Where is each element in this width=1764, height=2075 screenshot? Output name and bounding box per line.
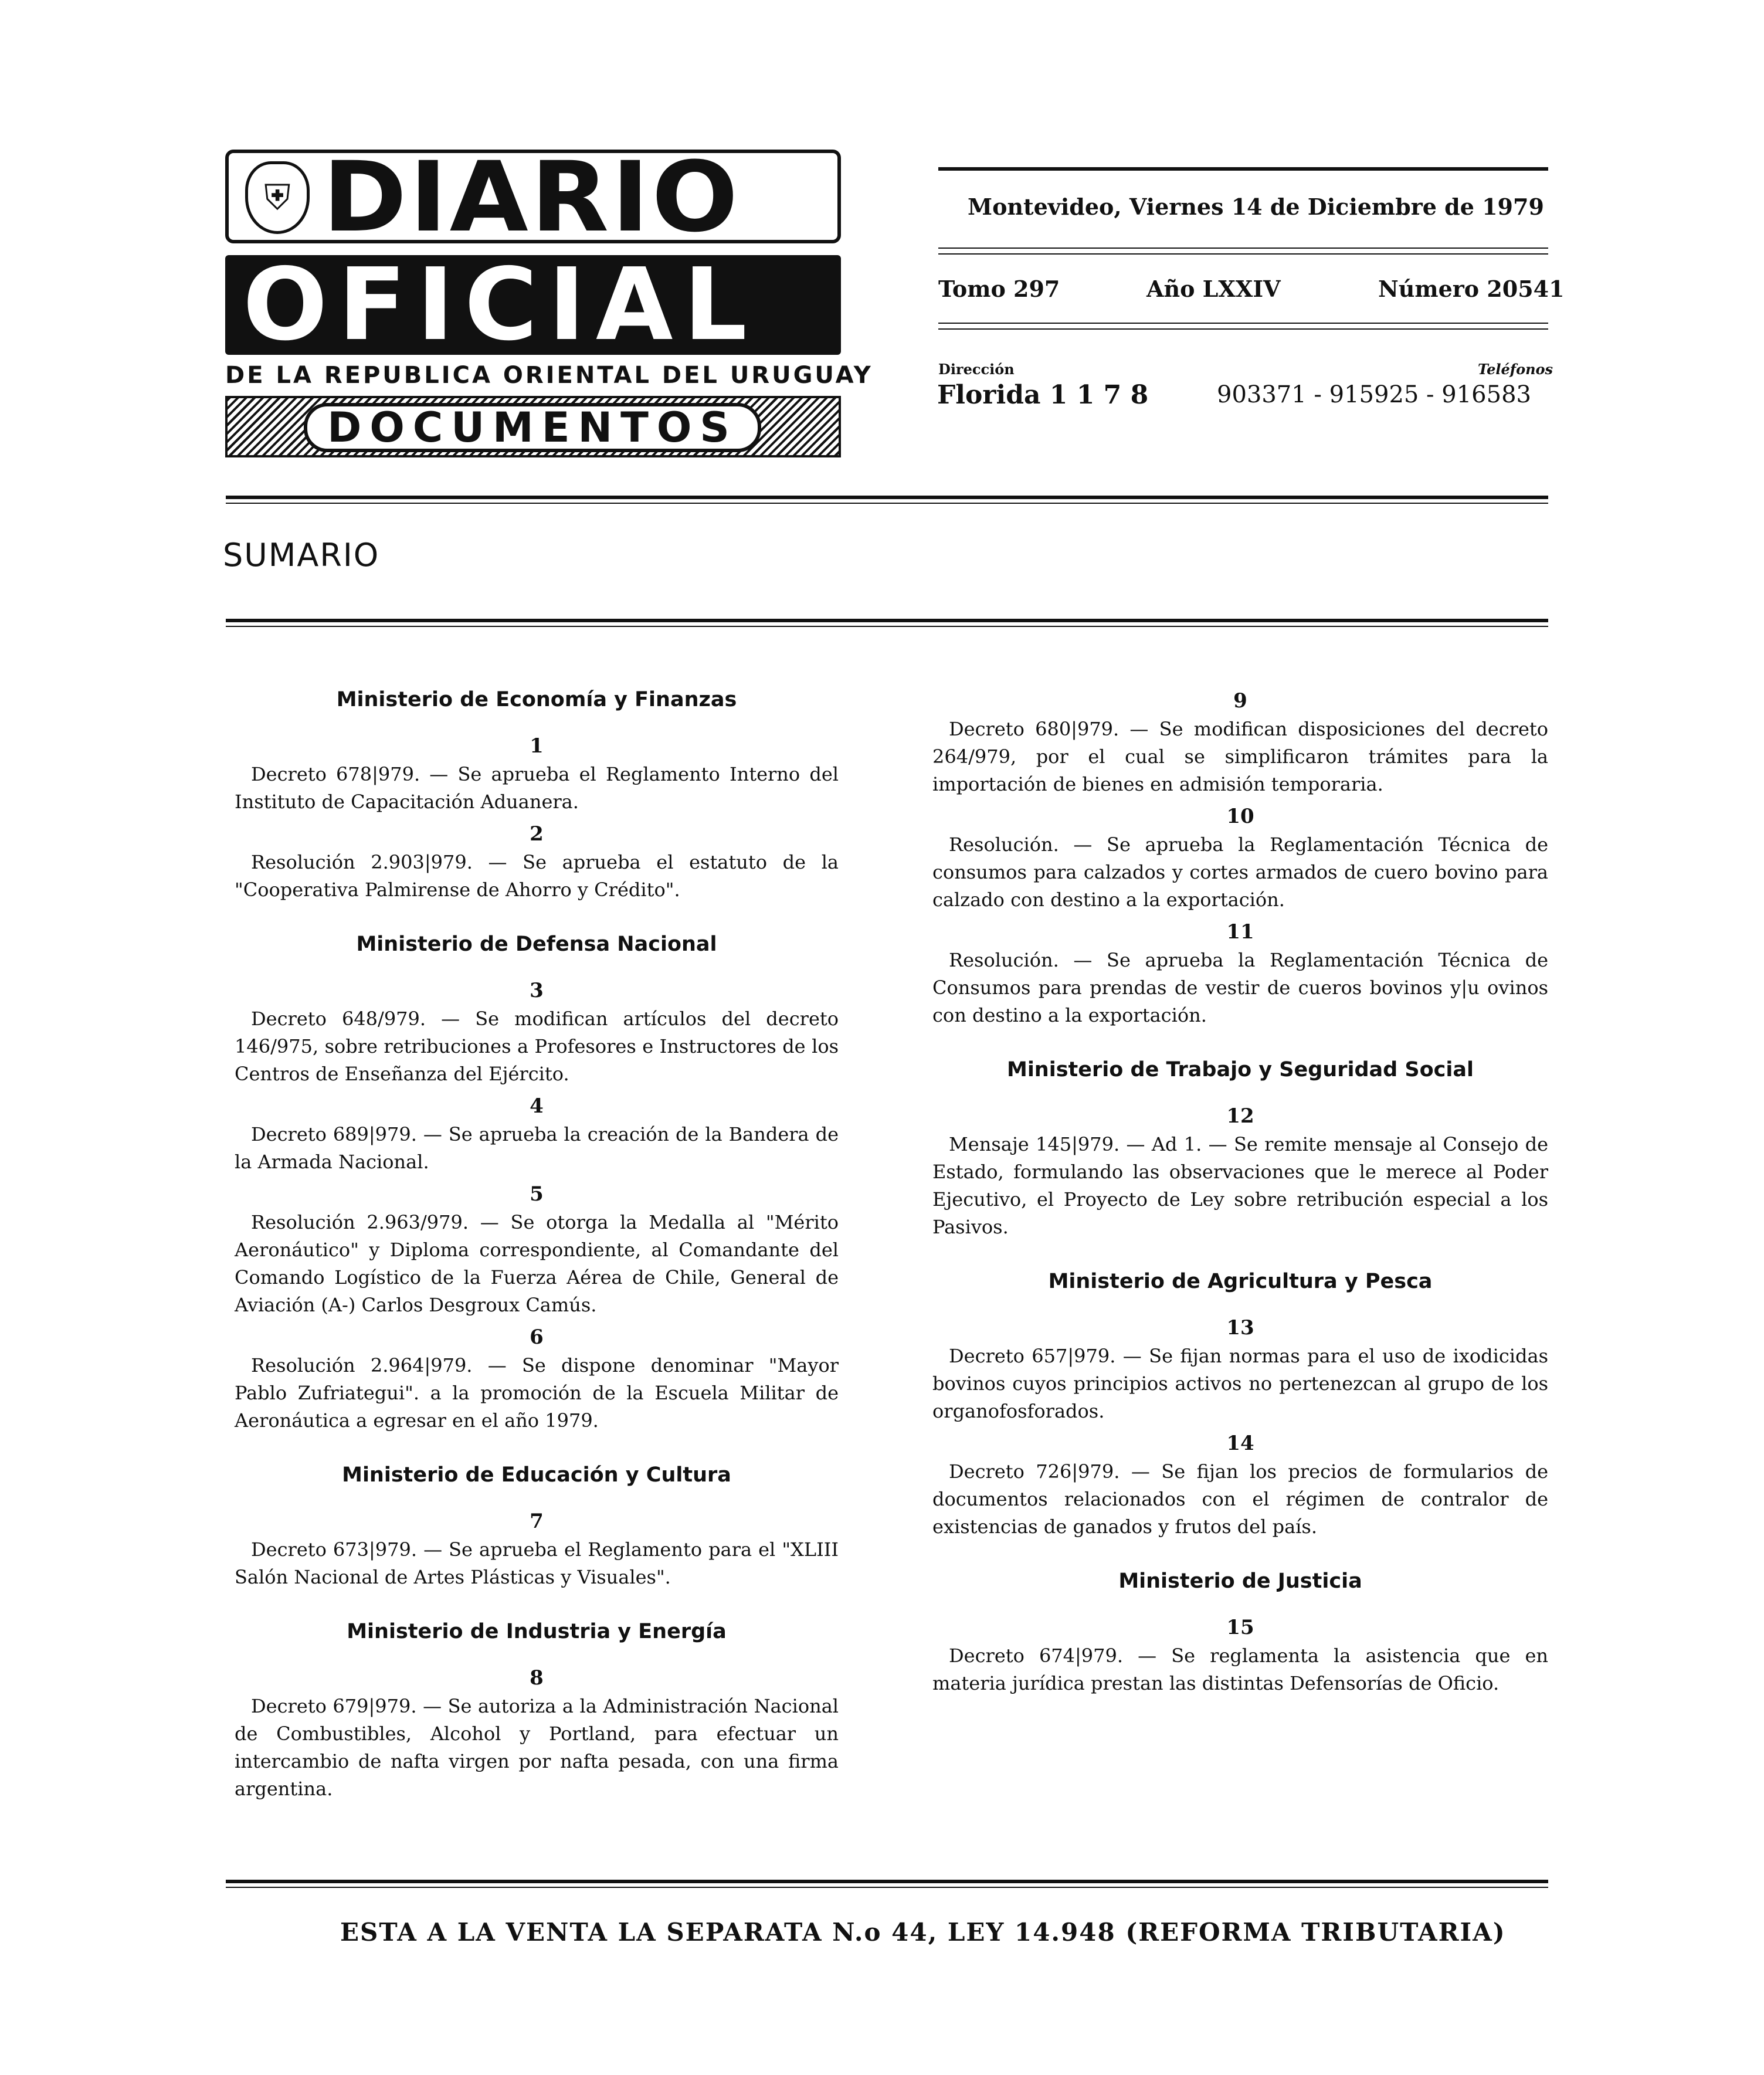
coat-of-arms-icon: ⛨	[245, 161, 310, 234]
ministry-heading: Ministerio de Agricultura y Pesca	[1048, 1270, 1433, 1293]
direccion-label: Dirección	[938, 361, 1015, 378]
item-text: Mensaje 145|979. — Ad 1. — Se remite mensaje al Consejo de Estado, formulando las observaciones que le merece al Poder Ejecutivo, el Proyecto de Ley sobre retribución especial a los Pasivos.	[932, 1133, 1548, 1238]
anio: Año LXXIV	[1146, 276, 1281, 302]
masthead-title-line2: OFICIAL	[243, 247, 758, 363]
section-spacer	[932, 1033, 1548, 1056]
section-spacer	[235, 1438, 839, 1462]
diario-title-box	[225, 141, 841, 253]
sumario-rule-bottom	[226, 619, 1548, 622]
item-number: 11	[1226, 920, 1254, 944]
item-text: Resolución 2.903|979. — Se aprueba el estatuto de la "Cooperativa Palmirense de Ahorro y Crédito".	[235, 851, 839, 901]
footer-rule	[226, 1880, 1548, 1883]
footer-notice: ESTA A LA VENTA LA SEPARATA N.o 44, LEY 14.948 (REFORMA TRIBUTARIA)	[340, 1918, 1506, 1947]
item-number: 2	[530, 822, 544, 846]
direccion: Florida 1 1 7 8	[937, 380, 1149, 410]
item-text: Resolución 2.964|979. — Se dispone denominar "Mayor Pablo Zufriategui". a la promoción de la Escuela Militar de Aeronáutica a egresar en el año 1979.	[235, 1354, 839, 1432]
dateline: Montevideo, Viernes 14 de Diciembre de 1979	[968, 194, 1544, 220]
left-column	[235, 686, 839, 1830]
item-number: 4	[530, 1094, 544, 1118]
ministry-heading: Ministerio de Economía y Finanzas	[336, 688, 737, 711]
item-text: Resolución. — Se aprueba la Reglamentación Técnica de consumos para calzados y cortes armados de cuero bovino para calzado con destino a la exportación.	[932, 833, 1548, 911]
item-number: 3	[530, 979, 544, 1002]
item-text: Resolución. — Se aprueba la Reglamentación Técnica de Consumos para prendas de vestir de cueros bovinos y|u ovinos con destino a la exportación.	[932, 949, 1548, 1026]
numero: Número 20541	[1378, 276, 1565, 302]
item-text: Decreto 657|979. — Se fijan normas para el uso de ixodicidas bovinos cuyos principios activos no pertenezcan al grupo de los organofosforados.	[932, 1345, 1548, 1422]
header-rule-5	[938, 328, 1548, 330]
item-text: Decreto 689|979. — Se aprueba la creación de la Bandera de la Armada Nacional.	[235, 1123, 839, 1173]
item-number: 9	[1233, 689, 1247, 713]
item-number: 7	[530, 1510, 544, 1533]
item-text: Decreto 678|979. — Se aprueba el Reglamento Interno del Instituto de Capacitación Aduanera.	[235, 763, 839, 813]
sumario-rule-bottom2	[226, 626, 1548, 627]
item-number: 5	[530, 1182, 544, 1206]
header-rule-4	[938, 323, 1548, 324]
ministry-heading: Ministerio de Trabajo y Seguridad Social	[1006, 1058, 1474, 1081]
header-rule-top	[938, 167, 1548, 171]
tomo: Tomo 297	[938, 276, 1060, 302]
footer-rule-2	[226, 1887, 1548, 1888]
sumario-rule-top2	[226, 503, 1548, 504]
oficial-title-box	[225, 247, 841, 363]
section-spacer	[235, 907, 839, 931]
masthead-subtitle: DE LA REPUBLICA ORIENTAL DEL URUGUAY	[225, 362, 873, 389]
section-spacer	[235, 1806, 839, 1830]
item-number: 8	[530, 1666, 544, 1690]
sumario-title: SUMARIO	[223, 537, 380, 574]
header-rule-3	[938, 253, 1548, 255]
item-text: Resolución 2.963/979. — Se otorga la Medalla al "Mérito Aeronáutico" y Diploma correspondiente, al Comandante del Comando Logístico de la Fuerza Aérea de Chile, General de Aviación (A-) Carlos Desgroux Camús.	[235, 1211, 839, 1316]
item-text: Decreto 726|979. — Se fijan los precios de formularios de documentos relacionados con el régimen de contralor de existencias de ganados y frutos del país.	[932, 1460, 1548, 1538]
section-spacer	[235, 1595, 839, 1618]
ministry-heading: Ministerio de Defensa Nacional	[356, 933, 717, 956]
item-text: Decreto 679|979. — Se autoriza a la Administración Nacional de Combustibles, Alcohol y Portland, para efectuar un intercambio de nafta virgen por nafta pesada, con una firma argentina.	[235, 1695, 839, 1800]
right-column	[932, 686, 1548, 1724]
item-number: 13	[1226, 1316, 1254, 1340]
section-spacer	[932, 1544, 1548, 1568]
section-spacer	[932, 1701, 1548, 1724]
item-number: 14	[1226, 1432, 1254, 1455]
section-spacer	[932, 1245, 1548, 1268]
section-title: DOCUMENTOS	[304, 403, 761, 452]
item-number: 15	[1226, 1616, 1254, 1639]
telefonos: 903371 - 915925 - 916583	[1217, 381, 1531, 408]
ministry-heading: Ministerio de Justicia	[1118, 1569, 1362, 1593]
item-text: Decreto 680|979. — Se modifican disposiciones del decreto 264/979, por el cual se simplificaron trámites para la importación de bienes en admisión temporaria.	[932, 718, 1548, 795]
section-banner	[225, 396, 841, 457]
masthead-logo	[225, 141, 873, 469]
item-text: Decreto 674|979. — Se reglamenta la asistencia que en materia jurídica prestan las distintas Defensorías de Oficio.	[932, 1645, 1548, 1694]
item-text: Decreto 673|979. — Se aprueba el Reglamento para el "XLIII Salón Nacional de Artes Plásticas y Visuales".	[235, 1538, 839, 1588]
ministry-heading: Ministerio de Industria y Energía	[347, 1620, 727, 1643]
telefonos-label: Teléfonos	[1478, 361, 1553, 378]
item-text: Decreto 648/979. — Se modifican artículos del decreto 146/975, sobre retribuciones a Profesores e Instructores de los Centros de Enseñanza del Ejército.	[235, 1008, 839, 1085]
header-rule-2	[938, 247, 1548, 249]
item-number: 6	[530, 1325, 544, 1349]
item-number: 12	[1226, 1104, 1254, 1128]
item-number: 1	[530, 734, 544, 758]
ministry-heading: Ministerio de Educación y Cultura	[342, 1463, 731, 1487]
sumario-rule-top	[226, 496, 1548, 499]
masthead-title-line1: DIARIO	[323, 141, 741, 253]
item-number: 10	[1226, 805, 1254, 828]
